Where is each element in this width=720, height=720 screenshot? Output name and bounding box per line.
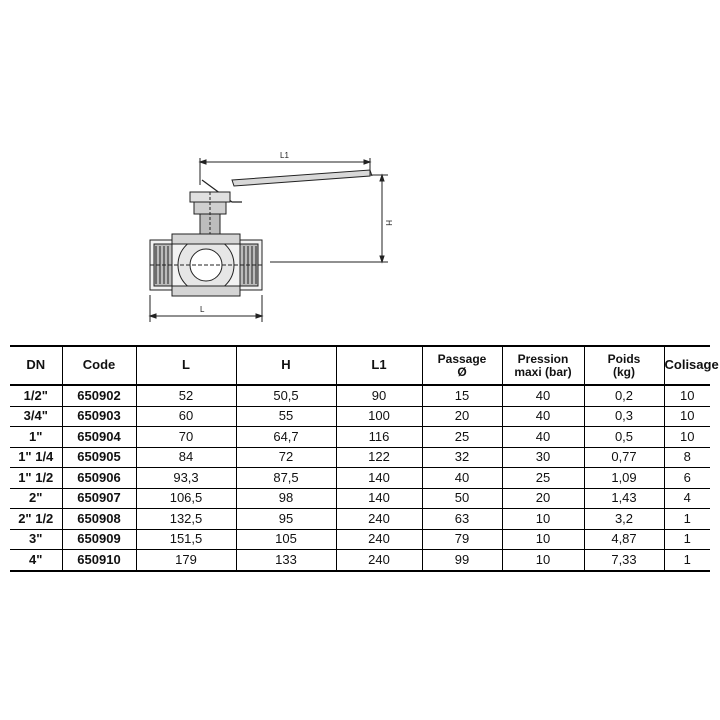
header-h: H — [236, 346, 336, 385]
cell-colisage: 4 — [664, 488, 710, 509]
cell-colisage: 1 — [664, 509, 710, 530]
cell-poids: 0,77 — [584, 447, 664, 468]
header-dn: DN — [10, 346, 62, 385]
cell-code: 650907 — [62, 488, 136, 509]
header-poids-line2: (kg) — [613, 364, 635, 379]
cell-pression: 25 — [502, 468, 584, 489]
cell-poids: 7,33 — [584, 550, 664, 571]
cell-code: 650903 — [62, 406, 136, 427]
cell-dn: 1" — [10, 427, 62, 448]
cell-pression: 40 — [502, 427, 584, 448]
header-pression-line2: maxi (bar) — [514, 364, 572, 379]
header-pression — [502, 346, 584, 385]
cell-pression: 40 — [502, 385, 584, 406]
cell-passage: 63 — [422, 509, 502, 530]
cell-pression: 40 — [502, 406, 584, 427]
table-row — [10, 447, 710, 468]
header-code: Code — [62, 346, 136, 385]
cell-code: 650910 — [62, 550, 136, 571]
cell-code: 650902 — [62, 385, 136, 406]
cell-passage: 20 — [422, 406, 502, 427]
cell-h: 50,5 — [236, 385, 336, 406]
cell-h: 55 — [236, 406, 336, 427]
cell-passage: 79 — [422, 529, 502, 550]
cell-h: 95 — [236, 509, 336, 530]
cell-poids: 0,5 — [584, 427, 664, 448]
cell-dn: 3/4" — [10, 406, 62, 427]
valve-drawing-svg — [120, 140, 420, 330]
table-row — [10, 385, 710, 406]
cell-passage: 40 — [422, 468, 502, 489]
cell-pression: 10 — [502, 529, 584, 550]
cell-l1: 122 — [336, 447, 422, 468]
cell-l: 52 — [136, 385, 236, 406]
cell-passage: 99 — [422, 550, 502, 571]
cell-code: 650908 — [62, 509, 136, 530]
cell-l: 106,5 — [136, 488, 236, 509]
header-pression-line1: Pression — [517, 351, 569, 366]
cell-l1: 140 — [336, 488, 422, 509]
cell-pression: 10 — [502, 509, 584, 530]
cell-h: 133 — [236, 550, 336, 571]
cell-colisage: 8 — [664, 447, 710, 468]
cell-poids: 3,2 — [584, 509, 664, 530]
cell-pression: 10 — [502, 550, 584, 571]
table-row — [10, 550, 710, 571]
cell-colisage: 1 — [664, 550, 710, 571]
dim-label-l1: L1 — [280, 151, 289, 160]
cell-code: 650904 — [62, 427, 136, 448]
table-row — [10, 468, 710, 489]
cell-colisage: 10 — [664, 385, 710, 406]
valve-technical-drawing — [120, 140, 420, 330]
table-row — [10, 406, 710, 427]
table-header-row — [10, 346, 710, 385]
table-row — [10, 509, 710, 530]
cell-code: 650906 — [62, 468, 136, 489]
cell-passage: 32 — [422, 447, 502, 468]
cell-l: 132,5 — [136, 509, 236, 530]
cell-poids: 0,2 — [584, 385, 664, 406]
cell-l: 93,3 — [136, 468, 236, 489]
cell-dn: 2" 1/2 — [10, 509, 62, 530]
cell-pression: 30 — [502, 447, 584, 468]
cell-l1: 240 — [336, 550, 422, 571]
cell-colisage: 10 — [664, 406, 710, 427]
cell-h: 98 — [236, 488, 336, 509]
table-row — [10, 488, 710, 509]
cell-l1: 100 — [336, 406, 422, 427]
cell-h: 87,5 — [236, 468, 336, 489]
dim-label-l: L — [200, 305, 205, 314]
cell-h: 64,7 — [236, 427, 336, 448]
header-passage — [422, 346, 502, 385]
cell-l1: 140 — [336, 468, 422, 489]
cell-l: 84 — [136, 447, 236, 468]
cell-poids: 1,43 — [584, 488, 664, 509]
cell-l1: 116 — [336, 427, 422, 448]
cell-poids: 0,3 — [584, 406, 664, 427]
cell-dn: 1" 1/2 — [10, 468, 62, 489]
cell-colisage: 1 — [664, 529, 710, 550]
cell-l: 70 — [136, 427, 236, 448]
cell-l1: 90 — [336, 385, 422, 406]
header-poids — [584, 346, 664, 385]
cell-dn: 2" — [10, 488, 62, 509]
header-passage-line2: Ø — [457, 364, 467, 379]
cell-l: 60 — [136, 406, 236, 427]
header-colisage: Colisage — [664, 346, 710, 385]
cell-l: 151,5 — [136, 529, 236, 550]
cell-l1: 240 — [336, 509, 422, 530]
cell-code: 650905 — [62, 447, 136, 468]
cell-passage: 15 — [422, 385, 502, 406]
cell-poids: 1,09 — [584, 468, 664, 489]
specification-table — [10, 345, 719, 572]
header-l: L — [136, 346, 236, 385]
cell-poids: 4,87 — [584, 529, 664, 550]
cell-dn: 1" 1/4 — [10, 447, 62, 468]
cell-code: 650909 — [62, 529, 136, 550]
header-passage-line1: Passage — [437, 351, 487, 366]
cell-dn: 3" — [10, 529, 62, 550]
header-poids-line1: Poids — [607, 351, 641, 366]
cell-passage: 50 — [422, 488, 502, 509]
cell-passage: 25 — [422, 427, 502, 448]
dim-label-h: H — [384, 220, 393, 226]
cell-l: 179 — [136, 550, 236, 571]
cell-h: 72 — [236, 447, 336, 468]
cell-dn: 4" — [10, 550, 62, 571]
cell-colisage: 6 — [664, 468, 710, 489]
table-row — [10, 427, 710, 448]
header-l1: L1 — [336, 346, 422, 385]
cell-colisage: 10 — [664, 427, 710, 448]
cell-l1: 240 — [336, 529, 422, 550]
table-row — [10, 529, 710, 550]
cell-dn: 1/2" — [10, 385, 62, 406]
cell-h: 105 — [236, 529, 336, 550]
cell-pression: 20 — [502, 488, 584, 509]
